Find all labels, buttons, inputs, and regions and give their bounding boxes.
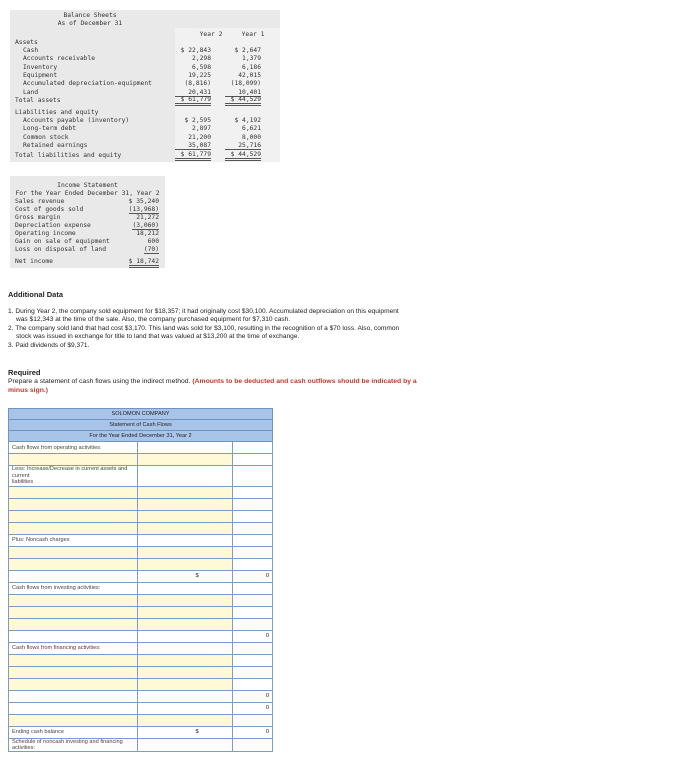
cf-amount-input[interactable] <box>138 618 232 630</box>
additional-item: was $12,343 at the time of the sale. Also, the company purchased equipment for $7,310 cash. <box>16 316 291 324</box>
cf-amount-input[interactable] <box>138 678 232 690</box>
income-statement-title: Income Statement <box>57 182 118 189</box>
cf-empty-cell <box>232 534 272 546</box>
cf-empty-cell <box>232 558 272 570</box>
cf-empty-cell <box>232 522 272 534</box>
additional-data-heading: Additional Data <box>8 290 64 299</box>
cf-description-input[interactable] <box>9 606 138 618</box>
cf-row <box>9 570 273 582</box>
asset-row-y2: 2,298 <box>192 55 211 63</box>
additional-item: 3. Paid dividends of $9,371. <box>8 341 90 349</box>
cf-plus-label: Plus: Noncash charges <box>9 534 138 546</box>
cf-dollar-cell <box>138 702 232 714</box>
liab-row-label: Accounts payable (inventory) <box>23 117 130 124</box>
required-heading: Required <box>8 368 41 377</box>
asset-row-y1: 6,186 <box>242 63 261 71</box>
cf-statement-title: Statement of Cash Flows <box>9 420 273 431</box>
liab-row-y2: 2,897 <box>192 125 211 133</box>
cf-dollar-cell: $ <box>138 570 232 582</box>
income-row-label: Net income <box>15 258 53 265</box>
cf-ending-cash: Ending cash balance <box>9 726 138 738</box>
liab-row-y1: 8,000 <box>242 133 261 141</box>
cf-less-label-line1: Less: Increase/Decrease in current assets and current <box>12 466 128 479</box>
cf-description-input[interactable] <box>9 618 138 630</box>
cf-empty-cell <box>232 654 272 666</box>
cf-description-input[interactable] <box>9 510 138 522</box>
cf-row <box>9 726 273 738</box>
cf-empty-cell <box>232 618 272 630</box>
income-row-value: 21,272 <box>136 214 159 221</box>
cf-amount-input[interactable] <box>138 498 232 510</box>
liabilities-label: Liabilities and equity <box>15 109 99 116</box>
cf-row <box>9 630 273 642</box>
cf-amount-input[interactable] <box>138 510 232 522</box>
cf-row <box>9 642 273 654</box>
cf-row <box>9 534 273 546</box>
cf-description-input[interactable] <box>9 454 138 466</box>
cf-empty-cell <box>138 642 232 654</box>
cf-dollar-cell <box>138 630 232 642</box>
cf-row <box>9 678 273 690</box>
cf-row <box>9 454 273 466</box>
asset-row-y2: 20,431 <box>175 89 211 97</box>
cf-description-input[interactable] <box>9 486 138 498</box>
cf-empty-cell <box>232 498 272 510</box>
total-assets-y2: $ 61,779 <box>175 96 211 106</box>
cf-empty-cell <box>232 442 272 454</box>
asset-row-y1: 10,401 <box>225 89 261 97</box>
cf-amount-input[interactable] <box>138 606 232 618</box>
cf-less-label-line2: liabilities <box>12 479 34 485</box>
income-statement <box>10 176 165 268</box>
liab-row-y1: $ 4,192 <box>234 117 261 124</box>
asset-row-y2: $ 22,843 <box>180 47 211 54</box>
cf-row <box>9 714 273 726</box>
income-row-label: Gain on sale of equipment <box>15 238 110 245</box>
cf-description-input[interactable] <box>9 546 138 558</box>
additional-item: stock was issued in exchange for title to land that was valued at $13,200 at the time of exchange. <box>16 333 300 341</box>
cf-row <box>9 702 273 714</box>
total-liab-y2: $ 61,779 <box>175 151 211 161</box>
balance-sheet-title: Balance Sheets <box>63 12 117 19</box>
income-row-value: (70) <box>143 246 159 253</box>
total-liab-y1: $ 44,529 <box>225 151 261 161</box>
asset-row-y2: 19,225 <box>188 71 211 79</box>
cf-amount-input[interactable] <box>138 486 232 498</box>
cf-row <box>9 466 273 487</box>
cf-row <box>9 510 273 522</box>
cf-description-input[interactable] <box>9 594 138 606</box>
cf-row <box>9 546 273 558</box>
cf-total-value: 0 <box>232 690 272 702</box>
cf-amount-input[interactable] <box>138 558 232 570</box>
cf-row <box>9 594 273 606</box>
cf-empty-cell <box>232 582 272 594</box>
cf-description-input[interactable] <box>9 654 138 666</box>
asset-row-label: Cash <box>23 47 39 54</box>
cf-amount-input[interactable] <box>138 454 232 466</box>
liab-row-label: Retained earnings <box>23 141 88 149</box>
additional-item: 2. The company sold land that had cost $3,170. This land was sold for $3,100, resulting in the recognition of a $70 loss. Also, common <box>8 324 400 332</box>
cf-row <box>9 606 273 618</box>
cf-empty-cell <box>232 510 272 522</box>
liab-row-label: Long-term debt <box>23 125 77 133</box>
cf-empty-cell <box>232 738 272 751</box>
cf-row <box>9 498 273 510</box>
income-row-label: Loss on disposal of land <box>15 246 106 253</box>
cf-total-value: 0 <box>232 630 272 642</box>
cf-financing-header: Cash flows from financing activities: <box>9 642 138 654</box>
cf-empty-cell <box>232 678 272 690</box>
cf-amount-input[interactable] <box>138 666 232 678</box>
liab-row-y1: 25,716 <box>225 142 261 150</box>
liab-row-y2: $ 2,595 <box>184 117 211 124</box>
cf-row <box>9 582 273 594</box>
required-text <box>8 377 678 395</box>
required-note: (Amounts to be deducted and cash outflows should be indicated by a <box>192 378 417 385</box>
asset-row-label: Accumulated depreciation-equipment <box>23 80 152 88</box>
cf-company: SOLOMON COMPANY <box>9 409 273 420</box>
cf-row <box>9 442 273 454</box>
cf-row <box>9 618 273 630</box>
total-assets-y1: $ 44,529 <box>225 96 261 106</box>
liab-row-y2: 35,087 <box>175 142 211 150</box>
cf-total-value: 0 <box>232 570 272 582</box>
income-row-value: 600 <box>147 238 159 245</box>
asset-row-label: Land <box>23 88 39 96</box>
income-row-value: (13,968) <box>128 206 159 213</box>
cf-schedule-header: Schedule of noncash investing and financing activities: <box>9 738 138 751</box>
cf-operating-header: Cash flows from operating activities: <box>9 442 138 454</box>
cf-description-input[interactable] <box>9 678 138 690</box>
cf-empty-cell <box>138 738 232 751</box>
income-row-label: Cost of goods sold <box>15 206 84 213</box>
cf-empty-cell <box>138 582 232 594</box>
cf-row <box>9 738 273 751</box>
liab-row-y1: 6,621 <box>242 125 261 133</box>
cf-empty-cell <box>9 690 138 702</box>
cf-empty-cell <box>232 606 272 618</box>
cf-empty-cell <box>232 486 272 498</box>
cf-amount-input[interactable] <box>138 546 232 558</box>
cf-empty-cell <box>232 714 272 726</box>
cf-empty-cell <box>232 594 272 606</box>
cf-description-input[interactable] <box>9 558 138 570</box>
cf-empty-cell <box>9 630 138 642</box>
cf-empty-cell <box>232 454 272 466</box>
income-row-label: Depreciation expense <box>15 222 91 229</box>
cf-period: For the Year Ended December 31, Year 2 <box>9 431 273 442</box>
income-row-label: Gross margin <box>15 214 61 221</box>
cf-empty-cell <box>232 642 272 654</box>
cf-empty-cell <box>232 466 272 487</box>
total-liab-label: Total liabilities and equity <box>15 152 122 159</box>
income-row-label: Operating income <box>15 230 76 237</box>
income-row-value: $ 18,742 <box>129 258 159 268</box>
cf-investing-header: Cash flows from investing activities: <box>9 582 138 594</box>
cf-row <box>9 522 273 534</box>
income-row-value: $ 35,240 <box>128 198 159 205</box>
cf-dollar-cell <box>138 690 232 702</box>
col-year1: Year 1 <box>241 31 265 38</box>
income-row-value: (3,060) <box>132 222 159 229</box>
asset-row-y1: $ 2,647 <box>234 47 261 54</box>
liab-row-y2: 21,200 <box>188 133 211 141</box>
asset-row-y1: (18,099) <box>230 80 261 88</box>
required-instruction: Prepare a statement of cash flows using the indirect method. <box>8 378 191 385</box>
income-statement-subtitle: For the Year Ended December 31, Year 2 <box>15 190 160 197</box>
cf-empty-cell <box>9 702 138 714</box>
cf-empty-cell <box>138 466 232 487</box>
cf-row <box>9 666 273 678</box>
cf-description-input[interactable] <box>9 498 138 510</box>
cash-flow-table <box>8 408 273 752</box>
cf-description-input[interactable] <box>9 714 138 726</box>
cf-dollar-cell: $ <box>138 726 232 738</box>
cf-empty-cell <box>232 666 272 678</box>
asset-row-y2: 6,598 <box>192 63 211 71</box>
cf-empty-cell <box>9 570 138 582</box>
liab-row-label: Common stock <box>23 133 69 141</box>
additional-item: 1. During Year 2, the company sold equipment for $18,357; it had originally cost $30,100. Accumulated depreciation on this equipment <box>8 308 399 315</box>
balance-sheet <box>10 10 280 162</box>
balance-sheet-subtitle: As of December 31 <box>57 20 123 27</box>
cf-amount-input[interactable] <box>138 714 232 726</box>
cf-total-value: 0 <box>232 702 272 714</box>
cf-description-input[interactable] <box>9 666 138 678</box>
cf-row <box>9 558 273 570</box>
cf-amount-input[interactable] <box>138 522 232 534</box>
cf-description-input[interactable] <box>9 522 138 534</box>
assets-label: Assets <box>15 39 38 46</box>
income-row-value: 18,212 <box>136 230 159 237</box>
required-note-2: minus sign.) <box>8 387 49 394</box>
cf-total-value: 0 <box>232 726 272 738</box>
cf-less-label <box>9 466 138 487</box>
cf-row <box>9 690 273 702</box>
cf-empty-cell <box>232 546 272 558</box>
cf-empty-cell <box>138 534 232 546</box>
cf-amount-input[interactable] <box>138 594 232 606</box>
asset-row-label: Inventory <box>23 63 58 71</box>
asset-row-y2: (8,816) <box>184 80 211 88</box>
cf-row <box>9 486 273 498</box>
asset-row-y1: 42,015 <box>238 71 261 79</box>
asset-row-label: Accounts receivable <box>23 55 96 63</box>
cf-amount-input[interactable] <box>138 654 232 666</box>
asset-row-y1: 1,379 <box>242 55 261 63</box>
income-row-label: Sales revenue <box>15 198 65 205</box>
cf-empty-cell <box>138 442 232 454</box>
cf-row <box>9 654 273 666</box>
col-year2: Year 2 <box>199 31 223 38</box>
asset-row-label: Equipment <box>23 71 58 79</box>
total-assets-label: Total assets <box>15 97 61 104</box>
